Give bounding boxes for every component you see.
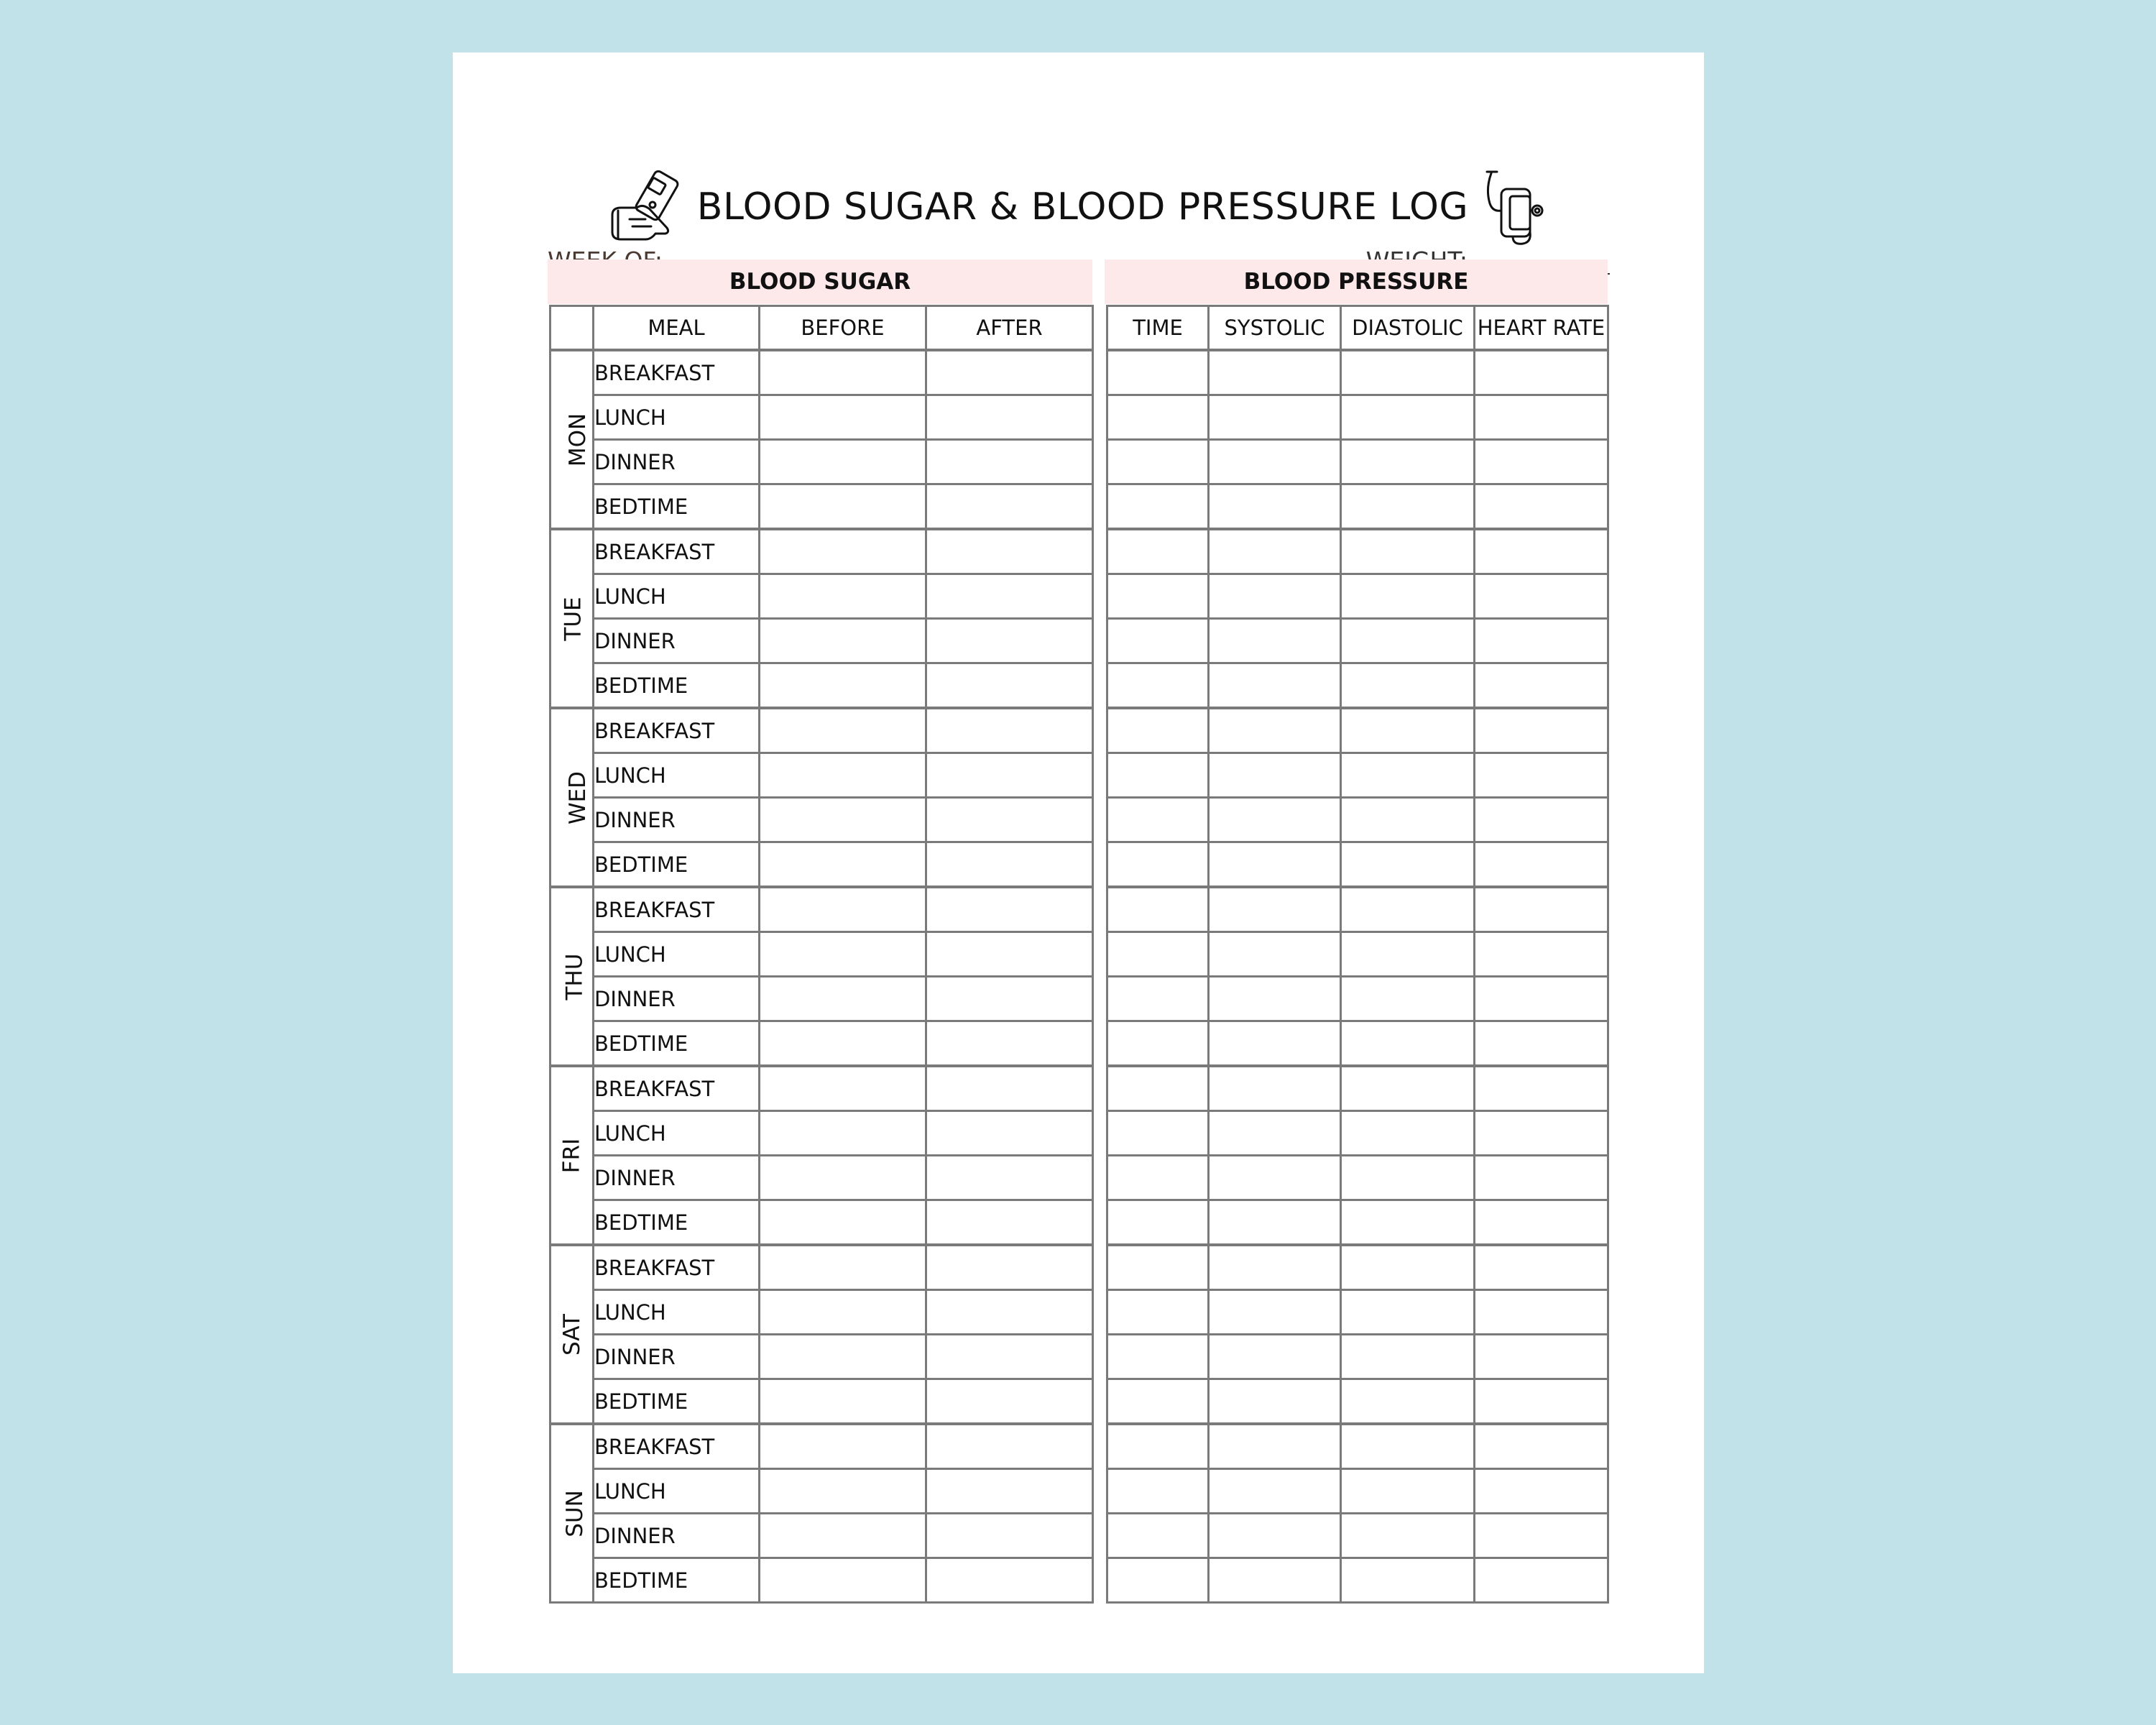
before-cell[interactable] bbox=[760, 887, 926, 932]
time-cell[interactable] bbox=[1107, 395, 1209, 440]
time-cell[interactable] bbox=[1107, 1200, 1209, 1246]
diastolic-cell[interactable] bbox=[1341, 753, 1475, 798]
diastolic-cell[interactable] bbox=[1341, 932, 1475, 977]
time-cell[interactable] bbox=[1107, 1424, 1209, 1469]
table-row bbox=[1107, 484, 1608, 530]
time-cell[interactable] bbox=[1107, 1156, 1209, 1200]
before-cell[interactable] bbox=[760, 842, 926, 888]
diastolic-cell[interactable] bbox=[1341, 1469, 1475, 1514]
time-cell[interactable] bbox=[1107, 529, 1209, 574]
meal-label: DINNER bbox=[594, 1514, 760, 1558]
diastolic-cell[interactable] bbox=[1341, 1066, 1475, 1111]
heart-rate-cell[interactable] bbox=[1475, 1021, 1608, 1067]
time-cell[interactable] bbox=[1107, 1335, 1209, 1379]
table-row bbox=[550, 350, 1093, 395]
table-row bbox=[1107, 708, 1608, 753]
time-cell[interactable] bbox=[1107, 1111, 1209, 1156]
after-cell[interactable] bbox=[926, 1558, 1093, 1603]
table-row bbox=[1107, 1469, 1608, 1514]
column-header: DIASTOLIC bbox=[1341, 306, 1475, 351]
table-row bbox=[550, 619, 1093, 663]
table-row bbox=[550, 1245, 1093, 1290]
meal-label: BEDTIME bbox=[594, 663, 760, 709]
systolic-cell[interactable] bbox=[1209, 1021, 1341, 1067]
table-row bbox=[550, 395, 1093, 440]
heart-rate-cell[interactable] bbox=[1475, 1335, 1608, 1379]
heart-rate-cell[interactable] bbox=[1475, 619, 1608, 663]
table-row bbox=[550, 1066, 1093, 1111]
after-cell[interactable] bbox=[926, 1469, 1093, 1514]
systolic-cell[interactable] bbox=[1209, 1335, 1341, 1379]
diastolic-cell[interactable] bbox=[1341, 619, 1475, 663]
systolic-cell[interactable] bbox=[1209, 440, 1341, 484]
heart-rate-cell[interactable] bbox=[1475, 440, 1608, 484]
systolic-cell[interactable] bbox=[1209, 1558, 1341, 1603]
day-cell bbox=[550, 1245, 594, 1424]
meal-label: BREAKFAST bbox=[594, 1066, 760, 1111]
time-cell[interactable] bbox=[1107, 350, 1209, 395]
table-row bbox=[550, 440, 1093, 484]
table-row bbox=[1107, 440, 1608, 484]
table-row bbox=[550, 574, 1093, 619]
table-row bbox=[1107, 529, 1608, 574]
after-cell[interactable] bbox=[926, 708, 1093, 753]
after-cell[interactable] bbox=[926, 619, 1093, 663]
diastolic-cell[interactable] bbox=[1341, 1245, 1475, 1290]
diastolic-cell[interactable] bbox=[1341, 842, 1475, 888]
after-cell[interactable] bbox=[926, 574, 1093, 619]
day-label: THU bbox=[561, 953, 588, 1000]
diastolic-cell[interactable] bbox=[1341, 1111, 1475, 1156]
after-cell[interactable] bbox=[926, 395, 1093, 440]
table-row bbox=[1107, 977, 1608, 1021]
time-cell[interactable] bbox=[1107, 440, 1209, 484]
diastolic-cell[interactable] bbox=[1341, 977, 1475, 1021]
before-cell[interactable] bbox=[760, 619, 926, 663]
systolic-cell[interactable] bbox=[1209, 574, 1341, 619]
time-cell[interactable] bbox=[1107, 842, 1209, 888]
meal-label: BREAKFAST bbox=[594, 708, 760, 753]
systolic-cell[interactable] bbox=[1209, 1290, 1341, 1335]
heart-rate-cell[interactable] bbox=[1475, 1424, 1608, 1469]
time-cell[interactable] bbox=[1107, 1469, 1209, 1514]
blood-pressure-heading: BLOOD PRESSURE bbox=[1105, 259, 1608, 304]
diastolic-cell[interactable] bbox=[1341, 887, 1475, 932]
after-cell[interactable] bbox=[926, 1021, 1093, 1067]
meal-label: BEDTIME bbox=[594, 1379, 760, 1425]
time-cell[interactable] bbox=[1107, 619, 1209, 663]
heart-rate-cell[interactable] bbox=[1475, 1290, 1608, 1335]
time-cell[interactable] bbox=[1107, 798, 1209, 842]
after-cell[interactable] bbox=[926, 1066, 1093, 1111]
table-row bbox=[550, 1514, 1093, 1558]
time-cell[interactable] bbox=[1107, 977, 1209, 1021]
table-row bbox=[1107, 798, 1608, 842]
systolic-cell[interactable] bbox=[1209, 1066, 1341, 1111]
diastolic-cell[interactable] bbox=[1341, 484, 1475, 530]
before-cell[interactable] bbox=[760, 440, 926, 484]
diastolic-cell[interactable] bbox=[1341, 798, 1475, 842]
meal-label: DINNER bbox=[594, 619, 760, 663]
table-row bbox=[550, 708, 1093, 753]
diastolic-cell[interactable] bbox=[1341, 708, 1475, 753]
after-cell[interactable] bbox=[926, 529, 1093, 574]
table-row bbox=[550, 1469, 1093, 1514]
heart-rate-cell[interactable] bbox=[1475, 1200, 1608, 1246]
table-row bbox=[1107, 753, 1608, 798]
heart-rate-cell[interactable] bbox=[1475, 484, 1608, 530]
table-row bbox=[550, 977, 1093, 1021]
meal-label: BEDTIME bbox=[594, 1558, 760, 1603]
systolic-cell[interactable] bbox=[1209, 350, 1341, 395]
heart-rate-cell[interactable] bbox=[1475, 1514, 1608, 1558]
diastolic-cell[interactable] bbox=[1341, 663, 1475, 709]
systolic-cell[interactable] bbox=[1209, 1200, 1341, 1246]
heart-rate-cell[interactable] bbox=[1475, 1066, 1608, 1111]
before-cell[interactable] bbox=[760, 1245, 926, 1290]
diastolic-cell[interactable] bbox=[1341, 440, 1475, 484]
meal-label: BREAKFAST bbox=[594, 529, 760, 574]
after-cell[interactable] bbox=[926, 932, 1093, 977]
day-label: WED bbox=[565, 770, 591, 824]
before-cell[interactable] bbox=[760, 484, 926, 530]
before-cell[interactable] bbox=[760, 350, 926, 395]
table-row bbox=[550, 663, 1093, 709]
table-row bbox=[1107, 350, 1608, 395]
time-cell[interactable] bbox=[1107, 887, 1209, 932]
heart-rate-cell[interactable] bbox=[1475, 1469, 1608, 1514]
table-row bbox=[550, 753, 1093, 798]
diastolic-cell[interactable] bbox=[1341, 1290, 1475, 1335]
before-cell[interactable] bbox=[760, 1514, 926, 1558]
after-cell[interactable] bbox=[926, 842, 1093, 888]
table-row bbox=[1107, 395, 1608, 440]
table-row bbox=[1107, 1514, 1608, 1558]
table-row bbox=[1107, 1424, 1608, 1469]
blood-sugar-table bbox=[549, 305, 1094, 1604]
systolic-cell[interactable] bbox=[1209, 1379, 1341, 1425]
systolic-cell[interactable] bbox=[1209, 1424, 1341, 1469]
before-cell[interactable] bbox=[760, 1200, 926, 1246]
day-label: SUN bbox=[561, 1489, 588, 1537]
heart-rate-cell[interactable] bbox=[1475, 753, 1608, 798]
log-page bbox=[453, 52, 1704, 1673]
heart-rate-cell[interactable] bbox=[1475, 842, 1608, 888]
before-cell[interactable] bbox=[760, 1021, 926, 1067]
day-label: FRI bbox=[558, 1138, 585, 1173]
column-header: HEART RATE bbox=[1475, 306, 1608, 351]
table-row bbox=[1107, 1111, 1608, 1156]
table-row bbox=[1107, 1290, 1608, 1335]
time-cell[interactable] bbox=[1107, 1514, 1209, 1558]
before-cell[interactable] bbox=[760, 574, 926, 619]
table-row bbox=[550, 1156, 1093, 1200]
systolic-cell[interactable] bbox=[1209, 977, 1341, 1021]
before-cell[interactable] bbox=[760, 529, 926, 574]
before-cell[interactable] bbox=[760, 1558, 926, 1603]
after-cell[interactable] bbox=[926, 663, 1093, 709]
heart-rate-cell[interactable] bbox=[1475, 932, 1608, 977]
table-row bbox=[550, 1200, 1093, 1246]
before-cell[interactable] bbox=[760, 798, 926, 842]
systolic-cell[interactable] bbox=[1209, 1469, 1341, 1514]
meal-label: LUNCH bbox=[594, 1469, 760, 1514]
day-cell bbox=[550, 1424, 594, 1603]
systolic-cell[interactable] bbox=[1209, 1156, 1341, 1200]
heart-rate-cell[interactable] bbox=[1475, 1558, 1608, 1603]
systolic-cell[interactable] bbox=[1209, 1111, 1341, 1156]
after-cell[interactable] bbox=[926, 1335, 1093, 1379]
diastolic-cell[interactable] bbox=[1341, 1156, 1475, 1200]
diastolic-cell[interactable] bbox=[1341, 395, 1475, 440]
page-title: BLOOD SUGAR & BLOOD PRESSURE LOG bbox=[696, 185, 1469, 229]
diastolic-cell[interactable] bbox=[1341, 1021, 1475, 1067]
before-cell[interactable] bbox=[760, 1335, 926, 1379]
column-header: SYSTOLIC bbox=[1209, 306, 1341, 351]
table-row bbox=[1107, 1156, 1608, 1200]
heart-rate-cell[interactable] bbox=[1475, 350, 1608, 395]
systolic-cell[interactable] bbox=[1209, 932, 1341, 977]
after-cell[interactable] bbox=[926, 1514, 1093, 1558]
after-cell[interactable] bbox=[926, 484, 1093, 530]
column-header: MEAL bbox=[594, 306, 760, 351]
day-cell bbox=[550, 529, 594, 708]
systolic-cell[interactable] bbox=[1209, 1245, 1341, 1290]
systolic-cell[interactable] bbox=[1209, 798, 1341, 842]
meal-label: BEDTIME bbox=[594, 1021, 760, 1067]
meal-label: BEDTIME bbox=[594, 842, 760, 888]
meal-label: LUNCH bbox=[594, 1290, 760, 1335]
table-row bbox=[550, 887, 1093, 932]
time-cell[interactable] bbox=[1107, 1290, 1209, 1335]
table-row bbox=[550, 1558, 1093, 1603]
systolic-cell[interactable] bbox=[1209, 395, 1341, 440]
table-row bbox=[550, 1111, 1093, 1156]
meal-label: LUNCH bbox=[594, 574, 760, 619]
blood-pressure-table bbox=[1106, 305, 1609, 1604]
meal-label: DINNER bbox=[594, 440, 760, 484]
meal-label: DINNER bbox=[594, 1156, 760, 1200]
before-cell[interactable] bbox=[760, 1469, 926, 1514]
heart-rate-cell[interactable] bbox=[1475, 1156, 1608, 1200]
meal-label: BEDTIME bbox=[594, 1200, 760, 1246]
table-row bbox=[1107, 1200, 1608, 1246]
heart-rate-cell[interactable] bbox=[1475, 395, 1608, 440]
day-label: TUE bbox=[560, 596, 586, 641]
table-row bbox=[1107, 663, 1608, 709]
table-row bbox=[550, 1379, 1093, 1425]
table-row bbox=[550, 1424, 1093, 1469]
meal-label: BREAKFAST bbox=[594, 1424, 760, 1469]
blood-sugar-header-row bbox=[550, 306, 1093, 351]
heart-rate-cell[interactable] bbox=[1475, 977, 1608, 1021]
column-header: TIME bbox=[1107, 306, 1209, 351]
blood-sugar-heading: BLOOD SUGAR bbox=[548, 259, 1092, 304]
meal-label: DINNER bbox=[594, 977, 760, 1021]
diastolic-cell[interactable] bbox=[1341, 574, 1475, 619]
meal-label: LUNCH bbox=[594, 753, 760, 798]
systolic-cell[interactable] bbox=[1209, 663, 1341, 709]
heart-rate-cell[interactable] bbox=[1475, 1245, 1608, 1290]
before-cell[interactable] bbox=[760, 1111, 926, 1156]
table-row bbox=[1107, 1245, 1608, 1290]
diastolic-cell[interactable] bbox=[1341, 350, 1475, 395]
systolic-cell[interactable] bbox=[1209, 842, 1341, 888]
table-row bbox=[550, 1335, 1093, 1379]
table-row bbox=[1107, 842, 1608, 888]
diastolic-cell[interactable] bbox=[1341, 1379, 1475, 1425]
time-cell[interactable] bbox=[1107, 753, 1209, 798]
before-cell[interactable] bbox=[760, 663, 926, 709]
heart-rate-cell[interactable] bbox=[1475, 574, 1608, 619]
before-cell[interactable] bbox=[760, 753, 926, 798]
heart-rate-cell[interactable] bbox=[1475, 1379, 1608, 1425]
time-cell[interactable] bbox=[1107, 1021, 1209, 1067]
day-cell bbox=[550, 350, 594, 529]
time-cell[interactable] bbox=[1107, 1558, 1209, 1603]
meal-label: DINNER bbox=[594, 1335, 760, 1379]
after-cell[interactable] bbox=[926, 1424, 1093, 1469]
heart-rate-cell[interactable] bbox=[1475, 1111, 1608, 1156]
blood-pressure-cuff-icon bbox=[1477, 167, 1549, 247]
time-cell[interactable] bbox=[1107, 574, 1209, 619]
day-cell bbox=[550, 1066, 594, 1245]
before-cell[interactable] bbox=[760, 1156, 926, 1200]
table-row bbox=[1107, 1558, 1608, 1603]
before-cell[interactable] bbox=[760, 708, 926, 753]
table-row bbox=[550, 842, 1093, 888]
systolic-cell[interactable] bbox=[1209, 753, 1341, 798]
after-cell[interactable] bbox=[926, 1200, 1093, 1246]
before-cell[interactable] bbox=[760, 395, 926, 440]
diastolic-cell[interactable] bbox=[1341, 1424, 1475, 1469]
table-row bbox=[1107, 1379, 1608, 1425]
heart-rate-cell[interactable] bbox=[1475, 663, 1608, 709]
table-row bbox=[1107, 574, 1608, 619]
before-cell[interactable] bbox=[760, 1424, 926, 1469]
table-row bbox=[550, 529, 1093, 574]
diastolic-cell[interactable] bbox=[1341, 529, 1475, 574]
after-cell[interactable] bbox=[926, 1379, 1093, 1425]
before-cell[interactable] bbox=[760, 1066, 926, 1111]
blood-pressure-header-row bbox=[1107, 306, 1608, 351]
day-cell bbox=[550, 887, 594, 1066]
systolic-cell[interactable] bbox=[1209, 619, 1341, 663]
title-row bbox=[453, 157, 1704, 257]
systolic-cell[interactable] bbox=[1209, 708, 1341, 753]
systolic-cell[interactable] bbox=[1209, 1514, 1341, 1558]
after-cell[interactable] bbox=[926, 1245, 1093, 1290]
table-row bbox=[1107, 1021, 1608, 1067]
meal-label: BREAKFAST bbox=[594, 1245, 760, 1290]
after-cell[interactable] bbox=[926, 977, 1093, 1021]
day-label: MON bbox=[565, 413, 591, 466]
before-cell[interactable] bbox=[760, 977, 926, 1021]
time-cell[interactable] bbox=[1107, 484, 1209, 530]
after-cell[interactable] bbox=[926, 753, 1093, 798]
table-row bbox=[550, 798, 1093, 842]
diastolic-cell[interactable] bbox=[1341, 1200, 1475, 1246]
time-cell[interactable] bbox=[1107, 663, 1209, 709]
table-row bbox=[550, 1290, 1093, 1335]
table-row bbox=[1107, 1066, 1608, 1111]
meal-label: LUNCH bbox=[594, 395, 760, 440]
day-label: SAT bbox=[559, 1313, 585, 1356]
systolic-cell[interactable] bbox=[1209, 887, 1341, 932]
meal-label: BEDTIME bbox=[594, 484, 760, 530]
after-cell[interactable] bbox=[926, 887, 1093, 932]
after-cell[interactable] bbox=[926, 798, 1093, 842]
meal-label: LUNCH bbox=[594, 932, 760, 977]
diastolic-cell[interactable] bbox=[1341, 1335, 1475, 1379]
column-header: AFTER bbox=[926, 306, 1093, 351]
time-cell[interactable] bbox=[1107, 708, 1209, 753]
after-cell[interactable] bbox=[926, 1156, 1093, 1200]
glucose-meter-icon bbox=[608, 167, 688, 247]
table-row bbox=[1107, 932, 1608, 977]
heart-rate-cell[interactable] bbox=[1475, 708, 1608, 753]
meal-label: BREAKFAST bbox=[594, 350, 760, 395]
time-cell[interactable] bbox=[1107, 1245, 1209, 1290]
before-cell[interactable] bbox=[760, 1290, 926, 1335]
before-cell[interactable] bbox=[760, 932, 926, 977]
before-cell[interactable] bbox=[760, 1379, 926, 1425]
day-cell bbox=[550, 708, 594, 887]
table-row bbox=[550, 484, 1093, 530]
after-cell[interactable] bbox=[926, 440, 1093, 484]
table-row bbox=[1107, 887, 1608, 932]
heart-rate-cell[interactable] bbox=[1475, 887, 1608, 932]
meal-label: LUNCH bbox=[594, 1111, 760, 1156]
diastolic-cell[interactable] bbox=[1341, 1558, 1475, 1603]
systolic-cell[interactable] bbox=[1209, 529, 1341, 574]
heart-rate-cell[interactable] bbox=[1475, 798, 1608, 842]
table-row bbox=[550, 1021, 1093, 1067]
diastolic-cell[interactable] bbox=[1341, 1514, 1475, 1558]
time-cell[interactable] bbox=[1107, 1066, 1209, 1111]
after-cell[interactable] bbox=[926, 1111, 1093, 1156]
column-header bbox=[550, 306, 594, 351]
table-row bbox=[1107, 1335, 1608, 1379]
after-cell[interactable] bbox=[926, 1290, 1093, 1335]
after-cell[interactable] bbox=[926, 350, 1093, 395]
heart-rate-cell[interactable] bbox=[1475, 529, 1608, 574]
systolic-cell[interactable] bbox=[1209, 484, 1341, 530]
time-cell[interactable] bbox=[1107, 1379, 1209, 1425]
table-row bbox=[1107, 619, 1608, 663]
time-cell[interactable] bbox=[1107, 932, 1209, 977]
column-header: BEFORE bbox=[760, 306, 926, 351]
meal-label: BREAKFAST bbox=[594, 887, 760, 932]
table-row bbox=[550, 932, 1093, 977]
meal-label: DINNER bbox=[594, 798, 760, 842]
